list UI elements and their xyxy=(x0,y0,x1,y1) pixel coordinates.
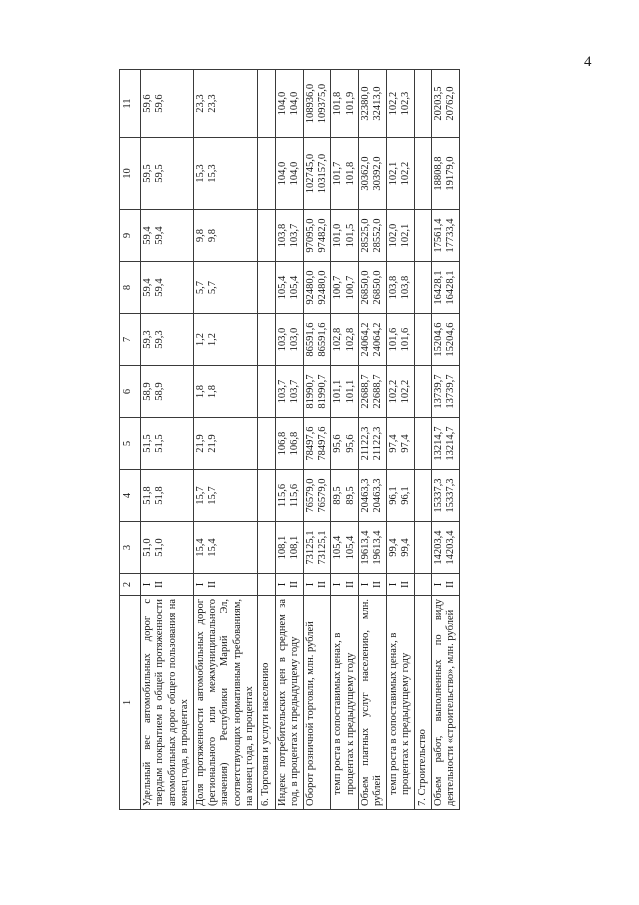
value-line: 103,7 xyxy=(276,379,288,404)
value-line: 15,7 xyxy=(206,486,218,505)
value-line: 13214,7 xyxy=(433,426,445,461)
value-cell xyxy=(359,470,387,522)
variant-cell xyxy=(331,574,359,596)
value-line: 97,4 xyxy=(387,434,399,453)
value-cell xyxy=(275,418,303,470)
value-line: 95,6 xyxy=(344,434,356,453)
value-line: 16428,1 xyxy=(445,270,457,305)
indicator-label: Оборот розничной торговли, млн. рублей xyxy=(303,596,331,810)
value-line: 51,5 xyxy=(142,434,153,453)
value-line: 59,5 xyxy=(154,164,166,183)
value-line: 1,2 xyxy=(206,332,218,347)
value-line: 92480,0 xyxy=(304,270,316,305)
empty-cell xyxy=(414,314,431,366)
value-line: 96,1 xyxy=(400,486,412,505)
value-line: 19179,0 xyxy=(445,156,457,191)
value-cell xyxy=(359,522,387,574)
value-line: 18808,8 xyxy=(433,156,445,191)
variant-label: II xyxy=(372,581,384,588)
variant-label: I xyxy=(194,582,206,587)
value-cell xyxy=(331,262,359,314)
value-line: 115,6 xyxy=(289,483,301,508)
value-cell xyxy=(141,366,194,418)
value-line: 22688,7 xyxy=(360,374,372,409)
value-line: 86591,6 xyxy=(304,322,316,357)
value-cell xyxy=(275,366,303,418)
variant-label: I xyxy=(360,582,372,587)
value-line: 13739,7 xyxy=(445,374,457,409)
empty-cell xyxy=(258,314,275,366)
value-line: 58,9 xyxy=(154,382,166,401)
value-line: 103,8 xyxy=(400,275,412,300)
value-line: 32413,0 xyxy=(372,86,384,121)
value-line: 17561,4 xyxy=(433,218,445,253)
value-line: 104,0 xyxy=(289,161,301,186)
value-line: 102,8 xyxy=(332,327,344,352)
empty-cell xyxy=(414,470,431,522)
value-line: 15204,6 xyxy=(433,322,445,357)
indicator-row xyxy=(275,70,303,810)
value-cell xyxy=(359,210,387,262)
value-line: 51,0 xyxy=(142,538,153,557)
header-cell: 9 xyxy=(120,210,141,262)
value-line: 102,1 xyxy=(400,223,412,248)
value-line: 115,6 xyxy=(276,483,288,508)
value-cell xyxy=(193,470,258,522)
section-row xyxy=(414,70,431,810)
value-cell xyxy=(386,262,414,314)
indicator-row xyxy=(141,70,194,810)
header-cell: 10 xyxy=(120,138,141,210)
value-cell xyxy=(141,470,194,522)
value-line: 19613,4 xyxy=(372,530,384,565)
section-heading: 6. Торговля и услуги населению xyxy=(258,596,275,810)
value-cell xyxy=(303,366,331,418)
value-line: 15,7 xyxy=(194,486,206,505)
variant-label: I xyxy=(332,582,344,587)
empty-cell xyxy=(258,418,275,470)
value-cell xyxy=(193,262,258,314)
value-line: 15,3 xyxy=(206,164,218,183)
value-line: 89,5 xyxy=(344,486,356,505)
header-cell: 11 xyxy=(120,70,141,138)
value-line: 100,7 xyxy=(332,275,344,300)
value-cell xyxy=(275,314,303,366)
value-line: 16428,1 xyxy=(433,270,445,305)
value-cell xyxy=(432,138,460,210)
value-line: 101,5 xyxy=(344,223,356,248)
value-line: 22688,7 xyxy=(372,374,384,409)
value-line: 15,4 xyxy=(206,538,218,557)
value-cell xyxy=(193,418,258,470)
value-line: 23,3 xyxy=(206,94,218,113)
section-heading: 7. Строительство xyxy=(414,596,431,810)
value-line: 21,9 xyxy=(206,434,218,453)
variant-label: II xyxy=(206,581,218,588)
value-cell xyxy=(331,314,359,366)
value-line: 103,0 xyxy=(276,327,288,352)
header-cell: 3 xyxy=(120,522,141,574)
value-line: 15204,6 xyxy=(445,322,457,357)
value-cell xyxy=(193,314,258,366)
value-cell xyxy=(386,70,414,138)
value-cell xyxy=(193,210,258,262)
value-cell xyxy=(303,522,331,574)
value-line: 108,1 xyxy=(289,535,301,560)
value-line: 15,4 xyxy=(194,538,206,557)
value-line: 20762,0 xyxy=(445,86,457,121)
value-line: 21,9 xyxy=(194,434,206,453)
indicator-row xyxy=(193,70,258,810)
value-cell xyxy=(193,70,258,138)
value-cell xyxy=(331,210,359,262)
value-line: 5,7 xyxy=(206,280,218,295)
value-line: 102,2 xyxy=(400,161,412,186)
value-cell xyxy=(275,138,303,210)
empty-cell xyxy=(414,366,431,418)
value-line: 19613,4 xyxy=(360,530,372,565)
value-line: 28525,0 xyxy=(360,218,372,253)
value-cell xyxy=(386,314,414,366)
value-cell xyxy=(275,522,303,574)
value-line: 102,2 xyxy=(400,379,412,404)
variant-label: I xyxy=(387,582,399,587)
value-line: 101,1 xyxy=(344,379,356,404)
value-line: 101,8 xyxy=(332,91,344,116)
value-line: 96,1 xyxy=(387,486,399,505)
empty-cell xyxy=(414,574,431,596)
value-line: 21122,3 xyxy=(372,426,384,461)
empty-cell xyxy=(258,70,275,138)
value-line: 97095,0 xyxy=(304,218,316,253)
variant-label: II xyxy=(400,581,412,588)
value-cell xyxy=(141,70,194,138)
value-cell xyxy=(331,522,359,574)
value-line: 59,3 xyxy=(154,330,166,349)
value-line: 102,2 xyxy=(387,379,399,404)
value-line: 15337,3 xyxy=(433,478,445,513)
value-cell xyxy=(386,522,414,574)
empty-cell xyxy=(414,418,431,470)
header-cell: 4 xyxy=(120,470,141,522)
value-line: 5,7 xyxy=(194,280,206,295)
value-line: 15337,3 xyxy=(445,478,457,513)
indicator-row xyxy=(331,70,359,810)
value-line: 20463,3 xyxy=(372,478,384,513)
value-line: 59,6 xyxy=(154,94,166,113)
value-line: 26850,0 xyxy=(360,270,372,305)
header-cell: 2 xyxy=(120,574,141,596)
value-line: 15,3 xyxy=(194,164,206,183)
empty-cell xyxy=(414,210,431,262)
value-cell xyxy=(432,314,460,366)
value-line: 59,4 xyxy=(142,278,153,297)
value-cell xyxy=(432,522,460,574)
variant-label: II xyxy=(289,581,301,588)
value-line: 14203,4 xyxy=(445,530,457,565)
value-line: 51,5 xyxy=(154,434,166,453)
indicator-label: Индекс потребительских цен в среднем за год, в процентах к предыдущему году xyxy=(275,596,303,810)
variant-label: I xyxy=(142,582,153,587)
value-line: 30392,0 xyxy=(372,156,384,191)
value-cell xyxy=(359,366,387,418)
empty-cell xyxy=(414,262,431,314)
value-cell xyxy=(432,470,460,522)
value-line: 89,5 xyxy=(332,486,344,505)
value-cell xyxy=(331,70,359,138)
value-line: 30362,0 xyxy=(360,156,372,191)
value-cell xyxy=(331,470,359,522)
value-line: 103,8 xyxy=(276,223,288,248)
header-cell: 7 xyxy=(120,314,141,366)
header-cell: 1 xyxy=(120,596,141,810)
value-line: 73125,1 xyxy=(316,530,328,565)
value-line: 108936,0 xyxy=(304,83,316,124)
value-line: 14203,4 xyxy=(433,530,445,565)
value-line: 106,8 xyxy=(289,431,301,456)
value-line: 21122,3 xyxy=(360,426,372,461)
value-cell xyxy=(141,138,194,210)
value-line: 59,4 xyxy=(154,278,166,297)
value-line: 100,7 xyxy=(344,275,356,300)
value-line: 102,3 xyxy=(400,91,412,116)
value-line: 78497,6 xyxy=(304,426,316,461)
indicator-label: Доля протяженности автомобильных дорог (регионального или межмуниципального значения) Республики Марий Эл, соответствующих нормативным требованиям, на конец года, в процентах xyxy=(193,596,258,810)
empty-cell xyxy=(258,210,275,262)
indicator-row xyxy=(386,70,414,810)
value-line: 81990,7 xyxy=(304,374,316,409)
value-cell xyxy=(141,262,194,314)
value-line: 20463,3 xyxy=(360,478,372,513)
value-cell xyxy=(303,470,331,522)
value-cell xyxy=(432,418,460,470)
value-line: 28552,0 xyxy=(372,218,384,253)
value-line: 13739,7 xyxy=(433,374,445,409)
value-line: 76579,0 xyxy=(316,478,328,513)
indicator-row xyxy=(303,70,331,810)
value-line: 51,0 xyxy=(154,538,166,557)
value-line: 13214,7 xyxy=(445,426,457,461)
value-cell xyxy=(359,262,387,314)
value-line: 26850,0 xyxy=(372,270,384,305)
value-cell xyxy=(359,138,387,210)
value-line: 99,4 xyxy=(400,538,412,557)
variant-cell xyxy=(432,574,460,596)
variant-cell xyxy=(275,574,303,596)
value-line: 102745,0 xyxy=(304,153,316,194)
value-cell xyxy=(193,366,258,418)
value-line: 103,7 xyxy=(289,379,301,404)
empty-cell xyxy=(258,366,275,418)
empty-cell xyxy=(414,138,431,210)
value-cell xyxy=(193,138,258,210)
empty-cell xyxy=(414,522,431,574)
value-cell xyxy=(359,314,387,366)
value-line: 59,6 xyxy=(142,94,153,113)
forecast-table xyxy=(119,69,460,810)
value-line: 1,8 xyxy=(206,384,218,399)
variant-cell xyxy=(193,574,258,596)
value-line: 102,0 xyxy=(387,223,399,248)
value-cell xyxy=(141,522,194,574)
empty-cell xyxy=(258,574,275,596)
value-cell xyxy=(331,138,359,210)
value-cell xyxy=(275,210,303,262)
header-row xyxy=(120,70,141,810)
value-line: 81990,7 xyxy=(316,374,328,409)
value-cell xyxy=(386,470,414,522)
value-line: 1,2 xyxy=(194,332,206,347)
variant-label: I xyxy=(433,582,445,587)
indicator-label: Объем платных услуг населению, млн. рублей xyxy=(359,596,387,810)
empty-cell xyxy=(258,522,275,574)
value-line: 51,8 xyxy=(142,486,153,505)
value-cell xyxy=(331,418,359,470)
variant-cell xyxy=(359,574,387,596)
value-line: 51,8 xyxy=(154,486,166,505)
value-line: 105,4 xyxy=(289,275,301,300)
value-cell xyxy=(141,210,194,262)
value-cell xyxy=(359,418,387,470)
indicator-label: Объем работ, выполненных по виду деятельности «строительство», млн. рублей xyxy=(432,596,460,810)
variant-label: II xyxy=(344,581,356,588)
variant-cell xyxy=(141,574,194,596)
value-cell xyxy=(331,366,359,418)
value-line: 103,7 xyxy=(289,223,301,248)
value-cell xyxy=(303,138,331,210)
value-cell xyxy=(386,210,414,262)
value-line: 97,4 xyxy=(400,434,412,453)
value-cell xyxy=(386,366,414,418)
indicator-label: Удельный вес автомобильных дорог с твердым покрытием в общей протяженности автомобильных дорог общего пользования на конец года, в процентах xyxy=(141,596,194,810)
value-cell xyxy=(303,314,331,366)
value-line: 20203,5 xyxy=(433,86,445,121)
value-cell xyxy=(303,262,331,314)
value-line: 105,4 xyxy=(332,535,344,560)
indicator-row xyxy=(432,70,460,810)
variant-label: I xyxy=(276,582,288,587)
variant-label: I xyxy=(304,582,316,587)
value-line: 108,1 xyxy=(276,535,288,560)
empty-cell xyxy=(258,138,275,210)
value-line: 59,4 xyxy=(154,226,166,245)
value-cell xyxy=(386,138,414,210)
value-cell xyxy=(141,314,194,366)
value-cell xyxy=(275,262,303,314)
value-cell xyxy=(432,210,460,262)
value-line: 17733,4 xyxy=(445,218,457,253)
value-line: 105,4 xyxy=(276,275,288,300)
value-line: 103157,0 xyxy=(316,153,328,194)
table-body xyxy=(141,70,460,810)
value-line: 103,8 xyxy=(387,275,399,300)
value-line: 106,8 xyxy=(276,431,288,456)
header-cell: 8 xyxy=(120,262,141,314)
value-line: 32380,0 xyxy=(360,86,372,121)
value-cell xyxy=(193,522,258,574)
value-line: 104,0 xyxy=(289,91,301,116)
variant-label: II xyxy=(445,581,457,588)
rotated-table-wrapper xyxy=(119,70,549,810)
value-line: 59,4 xyxy=(142,226,153,245)
value-line: 101,7 xyxy=(332,161,344,186)
value-line: 104,0 xyxy=(276,161,288,186)
variant-label: II xyxy=(316,581,328,588)
empty-cell xyxy=(258,262,275,314)
value-line: 59,3 xyxy=(142,330,153,349)
indicator-label: темп роста в сопоставимых ценах, в процентах к предыдущему году xyxy=(331,596,359,810)
value-line: 9,8 xyxy=(194,228,206,243)
page-number: 4 xyxy=(584,54,592,70)
value-line: 102,2 xyxy=(387,91,399,116)
indicator-label: темп роста в сопоставимых ценах, в процентах к предыдущему году xyxy=(386,596,414,810)
value-line: 102,1 xyxy=(387,161,399,186)
variant-cell xyxy=(303,574,331,596)
value-line: 99,4 xyxy=(387,538,399,557)
value-cell xyxy=(432,262,460,314)
value-line: 1,8 xyxy=(194,384,206,399)
value-line: 58,9 xyxy=(142,382,153,401)
value-line: 73125,1 xyxy=(304,530,316,565)
value-cell xyxy=(303,210,331,262)
value-line: 76579,0 xyxy=(304,478,316,513)
value-cell xyxy=(359,70,387,138)
value-line: 78497,6 xyxy=(316,426,328,461)
value-line: 101,0 xyxy=(332,223,344,248)
header-cell: 6 xyxy=(120,366,141,418)
value-cell xyxy=(275,470,303,522)
value-line: 101,6 xyxy=(387,327,399,352)
section-row xyxy=(258,70,275,810)
value-line: 101,8 xyxy=(344,161,356,186)
value-cell xyxy=(303,70,331,138)
value-line: 104,0 xyxy=(276,91,288,116)
value-line: 101,6 xyxy=(400,327,412,352)
value-line: 101,1 xyxy=(332,379,344,404)
value-cell xyxy=(432,70,460,138)
value-cell xyxy=(275,70,303,138)
value-cell xyxy=(141,418,194,470)
value-line: 59,5 xyxy=(142,164,153,183)
value-line: 102,8 xyxy=(344,327,356,352)
value-line: 95,6 xyxy=(332,434,344,453)
value-cell xyxy=(386,418,414,470)
variant-label: II xyxy=(154,581,166,588)
indicator-row xyxy=(359,70,387,810)
value-cell xyxy=(303,418,331,470)
value-line: 24064,2 xyxy=(360,322,372,357)
value-line: 92480,0 xyxy=(316,270,328,305)
value-line: 97482,0 xyxy=(316,218,328,253)
empty-cell xyxy=(258,470,275,522)
variant-cell xyxy=(386,574,414,596)
empty-cell xyxy=(414,70,431,138)
value-line: 109375,0 xyxy=(316,83,328,124)
value-line: 23,3 xyxy=(194,94,206,113)
value-line: 9,8 xyxy=(206,228,218,243)
value-line: 24064,2 xyxy=(372,322,384,357)
value-line: 103,0 xyxy=(289,327,301,352)
value-line: 105,4 xyxy=(344,535,356,560)
header-cell: 5 xyxy=(120,418,141,470)
value-line: 101,9 xyxy=(344,91,356,116)
value-line: 86591,6 xyxy=(316,322,328,357)
value-cell xyxy=(432,366,460,418)
